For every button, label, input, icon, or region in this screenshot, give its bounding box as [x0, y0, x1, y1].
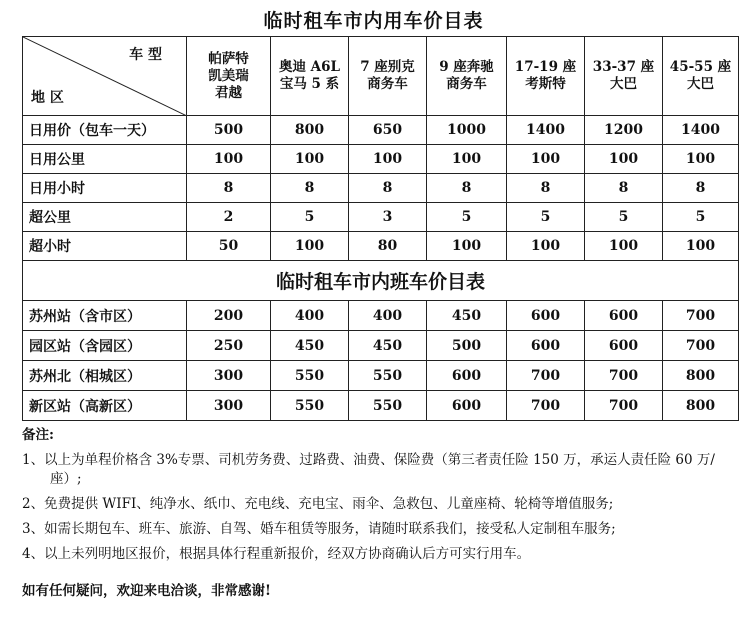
corner-vehicle-type: 车 型 — [129, 47, 162, 63]
row-label: 园区站（含园区） — [23, 331, 187, 361]
vehicle-type-header: 33-37 座 大巴 — [585, 37, 663, 116]
table-cell: 1400 — [663, 116, 739, 145]
table-cell: 800 — [663, 391, 739, 421]
table-cell: 100 — [507, 232, 585, 261]
table-cell: 400 — [349, 301, 427, 331]
table-cell: 300 — [187, 361, 271, 391]
table-cell: 100 — [585, 232, 663, 261]
note-item: 2、免费提供 WIFI、纯净水、纸巾、充电线、充电宝、雨伞、急救包、儿童座椅、轮椅等增值服务; — [22, 496, 614, 512]
table-cell: 600 — [585, 301, 663, 331]
table-row — [23, 145, 739, 174]
table-cell: 5 — [427, 203, 507, 232]
table-cell: 8 — [349, 174, 427, 203]
table-cell: 550 — [271, 391, 349, 421]
notes-heading: 备注: — [22, 427, 54, 443]
vehicle-type-header: 帕萨特 凯美瑞 君越 — [187, 37, 271, 116]
table-cell: 1000 — [427, 116, 507, 145]
table-row — [23, 261, 739, 301]
table-cell: 1400 — [507, 116, 585, 145]
table-cell: 100 — [271, 232, 349, 261]
table-cell: 2 — [187, 203, 271, 232]
table-row — [23, 391, 739, 421]
shuttle-price-title: 临时租车市内班车价目表 — [23, 261, 739, 301]
table-cell: 600 — [427, 361, 507, 391]
table-cell: 100 — [427, 232, 507, 261]
table-cell: 450 — [427, 301, 507, 331]
vehicle-type-header: 45-55 座 大巴 — [663, 37, 739, 116]
table-cell: 400 — [271, 301, 349, 331]
notes-section — [22, 426, 734, 601]
corner-region: 地 区 — [31, 90, 64, 106]
table-cell: 8 — [187, 174, 271, 203]
table-cell: 550 — [349, 391, 427, 421]
row-label: 日用公里 — [23, 145, 187, 174]
table-row — [23, 116, 739, 145]
table-cell: 8 — [427, 174, 507, 203]
table-cell: 8 — [271, 174, 349, 203]
table-cell: 100 — [427, 145, 507, 174]
table-cell: 600 — [507, 331, 585, 361]
table-cell: 250 — [187, 331, 271, 361]
table-cell: 5 — [271, 203, 349, 232]
table-cell: 500 — [427, 331, 507, 361]
table-cell: 700 — [663, 331, 739, 361]
vehicle-type-header: 9 座奔驰 商务车 — [427, 37, 507, 116]
row-label: 苏州北（相城区） — [23, 361, 187, 391]
table-row — [23, 331, 739, 361]
table-cell: 50 — [187, 232, 271, 261]
table-cell: 700 — [585, 391, 663, 421]
table-cell: 100 — [663, 145, 739, 174]
table-cell: 600 — [585, 331, 663, 361]
table-cell: 5 — [663, 203, 739, 232]
table-cell: 5 — [585, 203, 663, 232]
table-cell: 700 — [507, 391, 585, 421]
table-row — [23, 174, 739, 203]
table-row — [23, 361, 739, 391]
vehicle-type-header: 7 座别克 商务车 — [349, 37, 427, 116]
table-cell: 100 — [271, 145, 349, 174]
note-item: 3、如需长期包车、班车、旅游、自驾、婚车租赁等服务，请随时联系我们，接受私人定制租车服务; — [22, 521, 616, 537]
table-cell: 600 — [427, 391, 507, 421]
table-cell: 8 — [663, 174, 739, 203]
table-cell: 600 — [507, 301, 585, 331]
table-cell: 500 — [187, 116, 271, 145]
table-cell: 550 — [271, 361, 349, 391]
table-cell: 800 — [663, 361, 739, 391]
rental-price-title: 临时租车市内用车价目表 — [263, 10, 484, 32]
vehicle-type-header: 17-19 座 考斯特 — [507, 37, 585, 116]
note-item: 1、以上为单程价格含 3%专票、司机劳务费、过路费、油费、保险费（第三者责任险 150 万，承运人责任险 60 万/座）; — [22, 452, 715, 487]
corner-cell — [23, 37, 187, 116]
row-label: 苏州站（含市区） — [23, 301, 187, 331]
table-cell: 650 — [349, 116, 427, 145]
table-cell: 80 — [349, 232, 427, 261]
table-cell: 3 — [349, 203, 427, 232]
row-label: 超公里 — [23, 203, 187, 232]
table-cell: 450 — [271, 331, 349, 361]
closing-text: 如有任何疑问，欢迎来电洽谈，非常感谢! — [22, 583, 271, 599]
table-cell: 700 — [507, 361, 585, 391]
row-label: 超小时 — [23, 232, 187, 261]
table-row — [23, 203, 739, 232]
vehicle-type-header: 奥迪 A6L 宝马 5 系 — [271, 37, 349, 116]
table-cell: 5 — [507, 203, 585, 232]
table-cell: 8 — [507, 174, 585, 203]
table-cell: 100 — [585, 145, 663, 174]
rental-price-table — [22, 36, 739, 421]
note-item: 4、以上未列明地区报价，根据具体行程重新报价，经双方协商确认后方可实行用车。 — [22, 546, 531, 562]
table-cell: 100 — [507, 145, 585, 174]
row-label: 新区站（高新区） — [23, 391, 187, 421]
row-label: 日用价（包车一天） — [23, 116, 187, 145]
table-cell: 100 — [663, 232, 739, 261]
table-row — [23, 232, 739, 261]
table-cell: 550 — [349, 361, 427, 391]
table-cell: 100 — [187, 145, 271, 174]
table-cell: 700 — [663, 301, 739, 331]
table-cell: 200 — [187, 301, 271, 331]
table-cell: 100 — [349, 145, 427, 174]
table-cell: 1200 — [585, 116, 663, 145]
table-row — [23, 301, 739, 331]
table-cell: 800 — [271, 116, 349, 145]
table-cell: 8 — [585, 174, 663, 203]
vehicle-header-row — [23, 37, 739, 116]
row-label: 日用小时 — [23, 174, 187, 203]
table-cell: 700 — [585, 361, 663, 391]
table-cell: 450 — [349, 331, 427, 361]
table-cell: 300 — [187, 391, 271, 421]
